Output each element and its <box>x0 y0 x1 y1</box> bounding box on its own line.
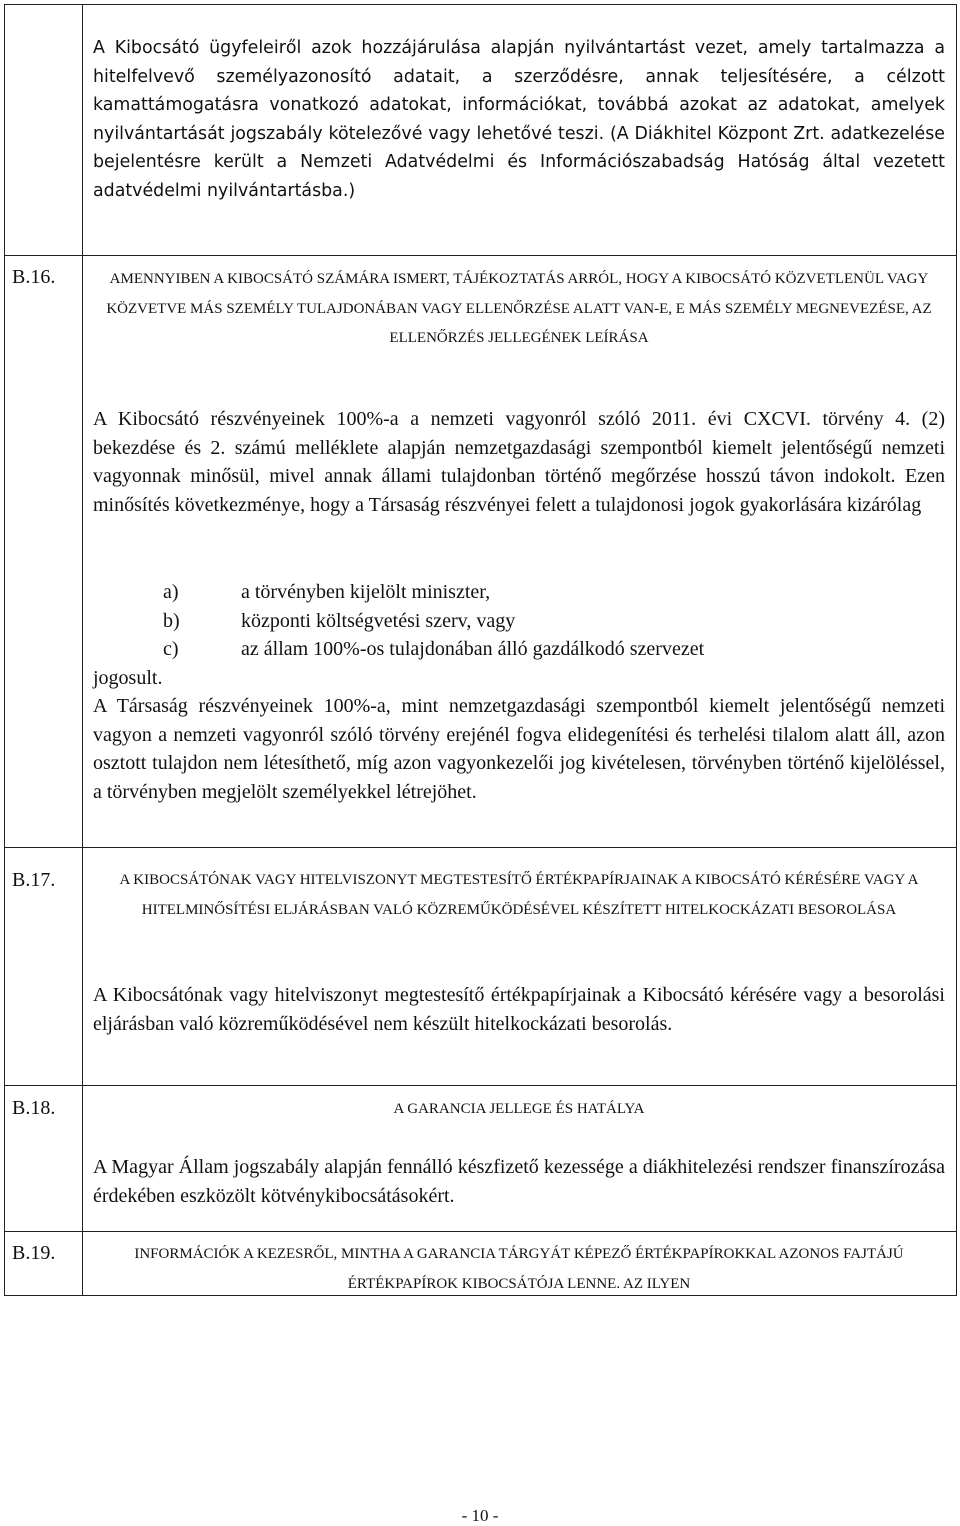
list-item-marker: a) <box>163 581 179 603</box>
section-heading-b19: INFORMÁCIÓK A KEZESRŐL, MINTHA A GARANCIA TÁRGYÁT KÉPEZŐ ÉRTÉKPAPÍROKKAL AZONOS FAJTÁJÚ ÉRTÉKPAPÍROK KIBOCSÁTÓJA LENNE. AZ ILYEN <box>134 1246 904 1292</box>
column-divider <box>82 4 83 256</box>
list-item-text: központi költségvetési szerv, vagy <box>241 609 516 632</box>
list-item-marker: c) <box>163 638 179 660</box>
list-item-text: az állam 100%-os tulajdonában álló gazdálkodó szervezet <box>241 638 705 660</box>
list-item <box>93 635 945 664</box>
row-divider <box>4 255 957 256</box>
column-divider <box>82 256 83 1296</box>
b16-list <box>93 578 945 664</box>
b16-paragraph-2: A Társaság részvényeinek 100%-a, mint nemzetgazdasági szempontból kiemelt jelentőségű nemzeti vagyon a nemzeti vagyonról szóló törvény erejénél fogva elidegenítési és terhelési tilalom alatt áll, azon osztott tulajdon nem létesíthető, míg azon vagyonkezelői jog kivételesen, törvényben történő kijelöléssel, a törvényben megjelölt személyekkel létrejöhet. <box>93 695 945 803</box>
b16-after-list: jogosult. <box>93 667 163 689</box>
list-item <box>93 607 945 636</box>
row-divider <box>4 847 957 848</box>
section-heading-b18: A GARANCIA JELLEGE ÉS HATÁLYA <box>393 1101 645 1117</box>
section-label-b18: B.18. <box>12 1097 56 1119</box>
intro-paragraph: A Kibocsátó ügyfeleiről azok hozzájárulása alapján nyilvántartást vezet, amely tartalmazza a hitelfelvevő személyazonosító adatait, a szerződésre, annak teljesítésére, a célzott kamattámogatásra vonatkozó adatokat, információkat, továbbá azokat az adatokat, amelyek nyilvántartását jogszabály kötelezővé vagy lehetővé teszi. (A Diákhitel Központ Zrt. adatkezelése bejelentésre került a Nemzeti Adatvédelmi és Információszabadság Hatóság által vezetett adatvédelmi nyilvántartásba.) <box>93 38 945 201</box>
row-divider <box>4 1231 957 1232</box>
b17-paragraph: A Kibocsátónak vagy hitelviszonyt megtestesítő értékpapírjainak a Kibocsátó kérésére vagy a besorolási eljárásban való közreműködésével nem készült hitelkockázati besorolás. <box>93 984 945 1035</box>
b18-paragraph: A Magyar Állam jogszabály alapján fennálló készfizető kezessége a diákhitelezési rendszer finanszírozása érdekében eszközölt kötvénykibocsátásokért. <box>93 1156 945 1207</box>
section-label-b19: B.19. <box>12 1242 56 1264</box>
list-item-marker: b) <box>163 609 180 632</box>
section-label-b17: B.17. <box>12 869 56 891</box>
section-heading-b16: AMENNYIBEN A KIBOCSÁTÓ SZÁMÁRA ISMERT, TÁJÉKOZTATÁS ARRÓL, HOGY A KIBOCSÁTÓ KÖZVETLENÜL VAGY KÖZVETVE MÁS SZEMÉLY TULAJDONÁBAN VAGY ELLENŐRZÉSE ALATT VAN-E, E MÁS SZEMÉLY MEGNEVEZÉSE, AZ ELLENŐRZÉS JELLEGÉNEK LEÍRÁSA <box>106 271 932 346</box>
list-item <box>93 578 945 607</box>
list-item-text: a törvényben kijelölt miniszter, <box>241 581 491 603</box>
b16-paragraph-1: A Kibocsátó részvényeinek 100%-a a nemzeti vagyonról szóló 2011. évi CXCVI. törvény 4. (2) bekezdése és 2. számú melléklete alapján nemzetgazdasági szempontból kiemelt jelentőségű nemzeti vagyonnak minősül, mivel annak állami tulajdonban történő megőrzése hosszú távon indokolt. Ezen minősítés következménye, hogy a Társaság részvényei felett a tulajdonosi jogok gyakorlására kizárólag <box>93 408 945 516</box>
section-label-b16: B.16. <box>12 266 56 288</box>
row-divider <box>4 1085 957 1086</box>
page-number: - 10 - <box>461 1506 499 1525</box>
section-heading-b17: A KIBOCSÁTÓNAK VAGY HITELVISZONYT MEGTESTESÍTŐ ÉRTÉKPAPÍRJAINAK A KIBOCSÁTÓ KÉRÉSÉRE VAGY A HITELMINŐSÍTÉSI ELJÁRÁSBAN VALÓ KÖZREMŰKÖDÉSÉVEL KÉSZÍTETT HITELKOCKÁZATI BESOROLÁSA <box>119 872 919 918</box>
